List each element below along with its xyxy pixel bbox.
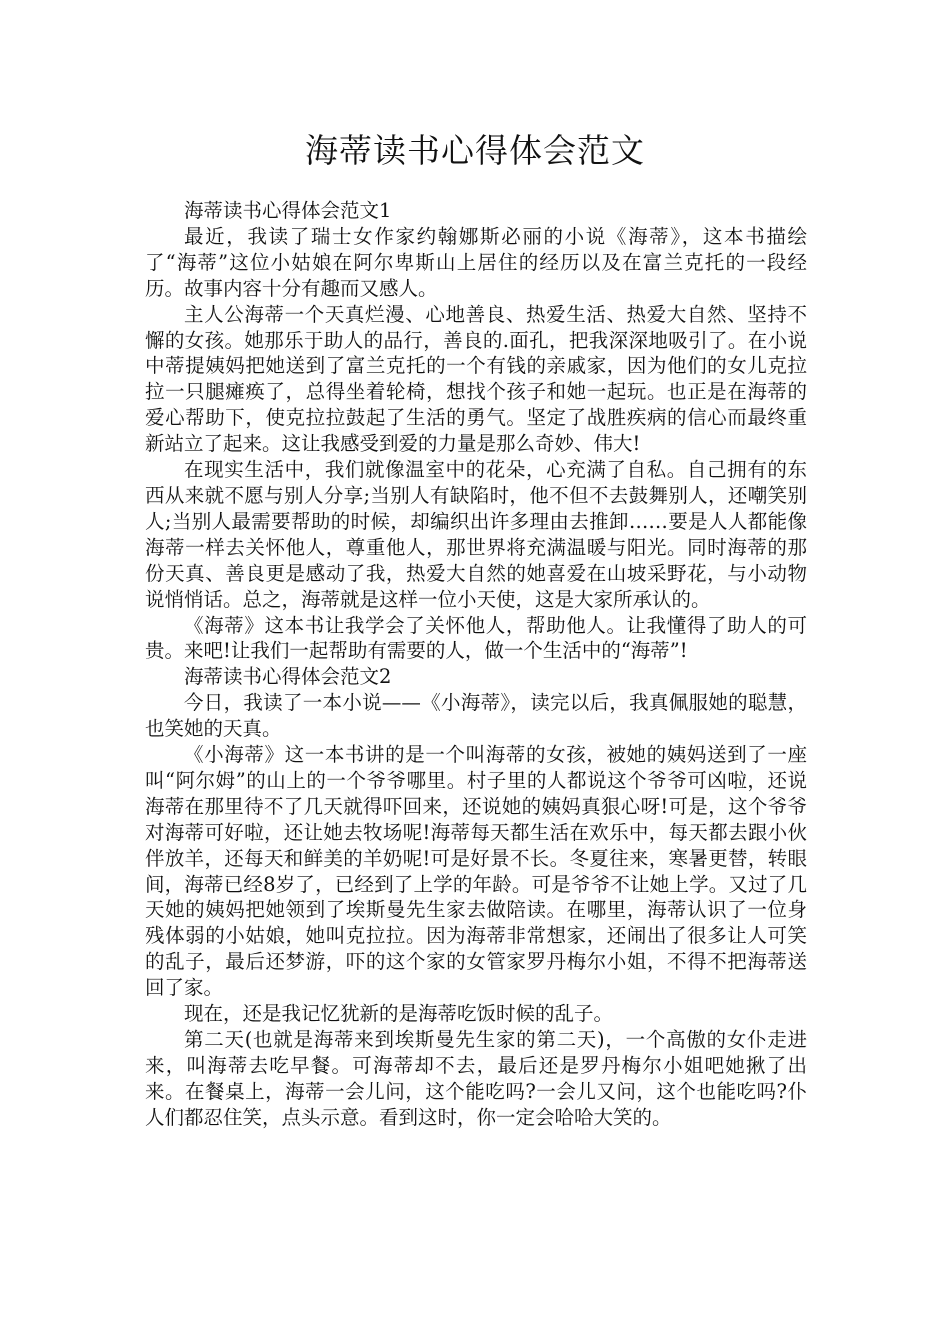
section-heading-1: 海蒂读书心得体会范文1 xyxy=(184,199,392,222)
paragraph: 《海蒂》这本书让我学会了关怀他人，帮助他人。让我懂得了助人的可贵。来吧!让我们一起帮助有需要的人，做一个生活中的“海蒂”! xyxy=(145,613,807,663)
paragraph: 在现实生活中，我们就像温室中的花朵，心充满了自私。自己拥有的东西从来就不愿与别人分享;当别人有缺陷时，他不但不去鼓舞别人，还嘲笑别人;当别人最需要帮助的时候，却编织出许多理由去推卸……要是人人都能像海蒂一样去关怀他人，尊重他人，那世界将充满温暖与阳光。同时海蒂的那份天真、善良更是感动了我，热爱大自然的她喜爱在山坡采野花，与小动物说悄悄话。总之，海蒂就是这样一位小天使，这是大家所承认的。 xyxy=(145,458,807,611)
document-title: 海蒂读书心得体会范文 xyxy=(305,131,645,170)
paragraph: 今日，我读了一本小说——《小海蒂》，读完以后，我真佩服她的聪慧，也笑她的天真。 xyxy=(145,691,807,741)
paragraph: 第二天(也就是海蒂来到埃斯曼先生家的第二天)，一个高傲的女仆走进来，叫海蒂去吃早餐。可海蒂却不去，最后还是罗丹梅尔小姐吧她揪了出来。在餐桌上，海蒂一会儿问，这个能吃吗?一会儿又问，这个也能吃吗?仆人们都忍住笑，点头示意。看到这时，你一定会哈哈大笑的。 xyxy=(145,1028,807,1129)
section-heading-2: 海蒂读书心得体会范文2 xyxy=(184,665,392,689)
paragraph: 《小海蒂》这一本书讲的是一个叫海蒂的女孩，被她的姨妈送到了一座叫“阿尔姆”的山上的一个爷爷哪里。村子里的人都说这个爷爷可凶啦，还说海蒂在那里待不了几天就得吓回来，还说她的姨妈真狠心呀!可是，这个爷爷对海蒂可好啦，还让她去牧场呢!海蒂每天都生活在欢乐中，每天都去跟小伙伴放羊，还每天和鲜美的羊奶呢!可是好景不长。冬夏往来，寒暑更替，转眼间，海蒂已经8岁了，已经到了上学的年龄。可是爷爷不让她上学。又过了几天她的姨妈把她领到了埃斯曼先生家去做陪读。在哪里，海蒂认识了一位身残体弱的小姑娘，她叫克拉拉。因为海蒂非常想家，还闹出了很多让人可笑的乱子，最后还梦游，吓的这个家的女管家罗丹梅尔小姐，不得不把海蒂送回了家。 xyxy=(145,743,807,1000)
document-body xyxy=(145,198,807,1131)
paragraph: 主人公海蒂一个天真烂漫、心地善良、热爱生活、热爱大自然、坚持不懈的女孩。她那乐于助人的品行，善良的.面孔，把我深深地吸引了。在小说中蒂提姨妈把她送到了富兰克托的一个有钱的亲戚家，因为他们的女儿克拉拉一只腿瘫痪了，总得坐着轮椅，想找个孩子和她一起玩。也正是在海蒂的爱心帮助下，使克拉拉鼓起了生活的勇气。坚定了战胜疾病的信心而最终重新站立了起来。这让我感受到爱的力量是那么奇妙、伟大! xyxy=(145,302,807,456)
paragraph: 最近，我读了瑞士女作家约翰娜斯必丽的小说《海蒂》，这本书描绘了“海蒂”这位小姑娘在阿尔卑斯山上居住的经历以及在富兰克托的一段经历。故事内容十分有趣而又感人。 xyxy=(145,224,807,300)
paragraph: 现在，还是我记忆犹新的是海蒂吃饭时候的乱子。 xyxy=(184,1002,614,1026)
